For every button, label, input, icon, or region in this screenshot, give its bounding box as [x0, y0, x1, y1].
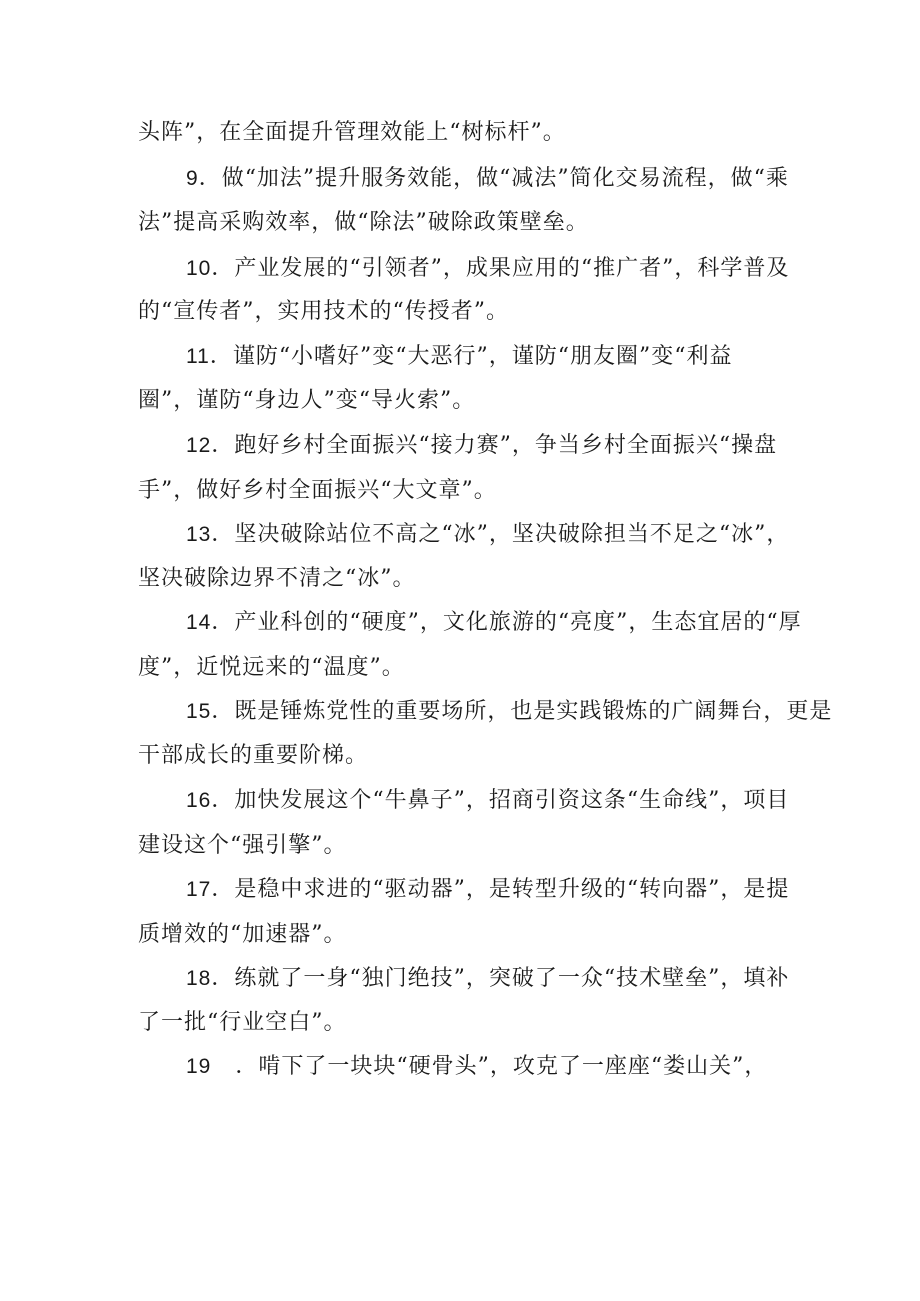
text-line: [138, 920, 798, 950]
item-number: 11: [186, 345, 210, 368]
line-text: ．既是锤炼党性的重要场所，也是实践锻炼的广阔舞台，更是: [211, 699, 833, 724]
text-line: [138, 653, 798, 683]
line-text: 圈”，谨防“身边人”变“导火索”。: [138, 388, 476, 413]
list-item-12: [186, 431, 846, 461]
line-text: ．产业科创的“硬度”，文化旅游的“亮度”，生态宜居的“厚: [211, 610, 802, 635]
line-text: ．坚决破除站位不高之“冰”，坚决破除担当不足之“冰”，: [211, 522, 790, 547]
list-item-16: [186, 786, 846, 816]
line-text: 手”，做好乡村全面振兴“大文章”。: [138, 478, 497, 503]
item-number: 13: [186, 523, 212, 546]
text-line: [138, 476, 798, 506]
line-text: 建设这个“强引擎”。: [138, 833, 347, 858]
list-item-9: [186, 164, 846, 194]
line-text: ．做“加法”提升服务效能，做“减法”简化交易流程，做“乘: [198, 166, 789, 191]
list-item-14: [186, 608, 846, 638]
item-number: 14: [186, 611, 212, 634]
line-text: 了一批“行业空白”。: [138, 1010, 347, 1035]
item-number: 16: [186, 789, 212, 812]
item-number: 17: [186, 878, 212, 901]
text-line: [138, 386, 798, 416]
item-number: 10: [186, 257, 212, 280]
list-item-19: [186, 1052, 846, 1082]
list-item-15: [186, 697, 846, 727]
line-text: 的“宣传者”，实用技术的“传授者”。: [138, 299, 509, 324]
item-number: 9: [186, 167, 199, 190]
list-item-10: [186, 254, 846, 284]
text-line: [138, 1008, 798, 1038]
item-number: 12: [186, 434, 212, 457]
item-number: 15: [186, 700, 212, 723]
line-text: ．啃下了一块块“硬骨头”，攻克了一座座“娄山关”，: [211, 1054, 768, 1079]
text-line: [138, 208, 798, 238]
line-text: ．谨防“小嗜好”变“大恶行”，谨防“朋友圈”变“利益: [209, 344, 733, 369]
line-text: ．加快发展这个“牛鼻子”，招商引资这条“生命线”，项目: [211, 788, 790, 813]
text-line: [138, 118, 798, 148]
list-item-13: [186, 520, 846, 550]
line-text: 法”提高采购效率，做“除法”破除政策壁垒。: [138, 210, 589, 235]
line-text: 干部成长的重要阶梯。: [138, 743, 369, 768]
item-number: 19: [186, 1055, 212, 1078]
text-line: [138, 564, 798, 594]
line-text: 度”，近悦远来的“温度”。: [138, 655, 405, 680]
list-item-17: [186, 875, 846, 905]
line-text: ．产业发展的“引领者”，成果应用的“推广者”，科学普及: [211, 256, 790, 281]
list-item-18: [186, 964, 846, 994]
line-text: ．练就了一身“独门绝技”，突破了一众“技术壁垒”，填补: [211, 966, 790, 991]
text-line: [138, 297, 798, 327]
line-text: 质增效的“加速器”。: [138, 922, 347, 947]
item-number: 18: [186, 967, 212, 990]
line-text: 头阵”，在全面提升管理效能上“树标杆”。: [138, 120, 566, 145]
line-text: 坚决破除边界不清之“冰”。: [138, 566, 416, 591]
line-text: ．跑好乡村全面振兴“接力赛”，争当乡村全面振兴“操盘: [211, 433, 778, 458]
line-text: ．是稳中求进的“驱动器”，是转型升级的“转向器”，是提: [211, 877, 790, 902]
list-item-11: [186, 342, 846, 372]
text-line: [138, 831, 798, 861]
text-line: [138, 741, 798, 771]
